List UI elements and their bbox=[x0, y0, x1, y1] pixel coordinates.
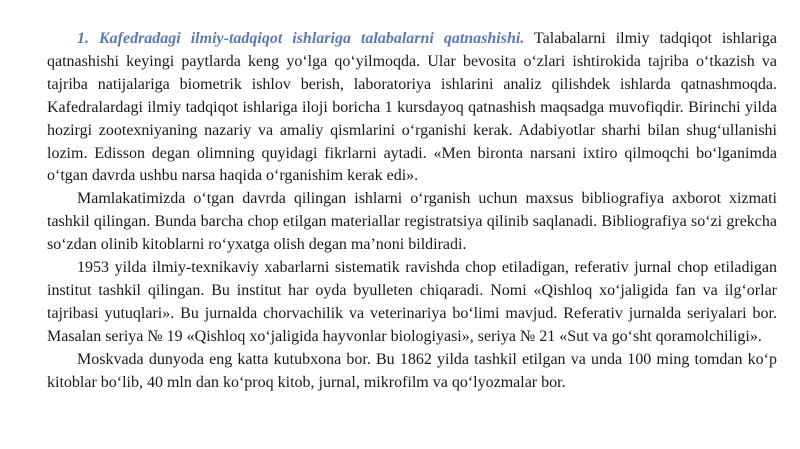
section-heading: 1. Kafedradagi ilmiy-tadqiqot ishlariga talabalarni qatnashishi. bbox=[77, 30, 525, 47]
paragraph-1 bbox=[47, 28, 777, 188]
paragraph-3: 1953 yilda ilmiy-texnikaviy xabarlarni sistematik ravishda chop etiladigan, referativ jurnal chop etiladigan institut tashkil qilingan. Bu institut har oyda byulleten chiqaradi. Nomi «Qishloq xo‘jaligida fan va ilg‘orlar tajribasi yutuqlari». Bu jurnalda chorvachilik va veterinariya bo‘limi mavjud. Referativ jurnalda seriyalari bor. Masalan seriya № 19 «Qishloq xo‘jaligida hayvonlar biologiyasi», seriya № 21 «Sut va go‘sht qoramolchiligi». bbox=[47, 259, 777, 345]
paragraph-1-text: Talabalarni ilmiy tadqiqot ishlariga qatnashishi keyingi paytlarda keng yo‘lga qo‘yilmoqda. Ular bevosita o‘zlari ishtirokida tajriba o‘tkazish va tajriba natijalariga biometrik ishlov berish, laboratoriya ishlarini analiz qilishdek ishlarda qatnashmoqda. Kafedralardagi ilmiy tadqiqot ishlariga iloji boricha 1 kursdayoq qatnashish maqsadga muvofiqdir. Birinchi yilda hozirgi zootexniyaning nazariy va amaliy qismlarini o‘rganishi kerak. Adabiyotlar sharhi bilan shug‘ullanishi lozim. Edisson degan olimning quyidagi fikrlarni aytadi. «Men bironta narsani ixtiro qilmoqchi bo‘lganimda o‘tgan davrda ushbu narsa haqida o‘rganishim kerak edi». bbox=[47, 30, 777, 185]
paragraph-2: Mamlakatimizda o‘tgan davrda qilingan ishlarni o‘rganish uchun maxsus bibliografiya axborot xizmati tashkil qilingan. Bunda barcha chop etilgan materiallar registratsiya qilinib saqlanadi. Bibliografiya so‘zi grekcha so‘zdan olinib kitoblarni ro‘yxatga olish degan ma’noni bildiradi. bbox=[47, 190, 777, 254]
paragraph-4: Moskvada dunyoda eng katta kutubxona bor. Bu 1862 yilda tashkil etilgan va unda 100 ming tomdan ko‘p kitoblar bo‘lib, 40 mln dan ko‘proq kitob, jurnal, mikrofilm va qo‘lyozmalar bor. bbox=[47, 350, 777, 391]
document-page bbox=[47, 28, 777, 395]
